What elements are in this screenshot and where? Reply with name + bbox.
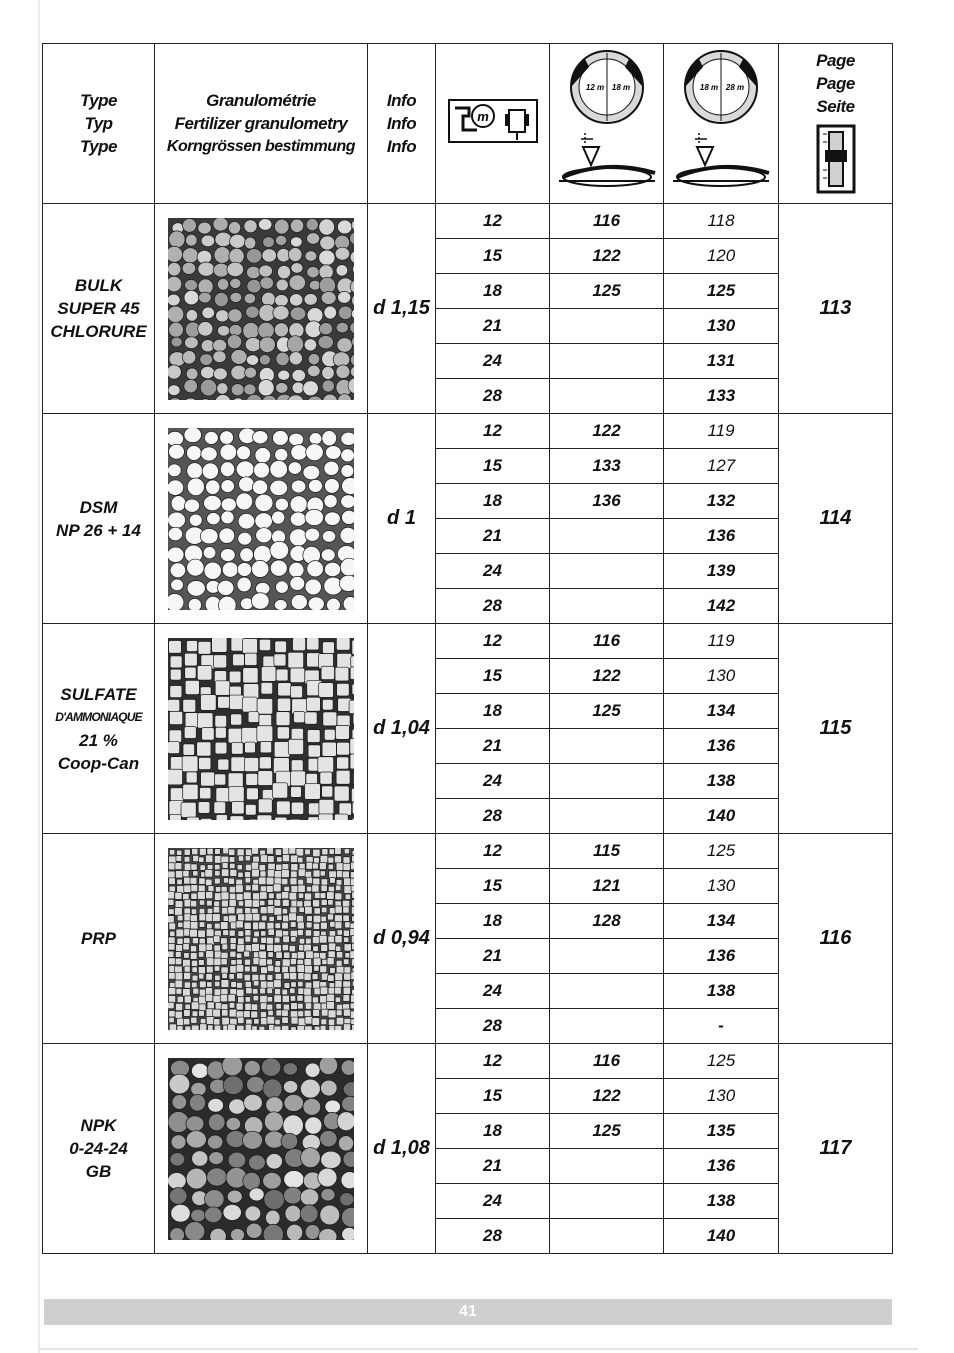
disc-12-18-setting: [550, 939, 664, 974]
density-info: d 0,94: [368, 834, 436, 1044]
disc-18-28-setting: 136: [664, 939, 779, 974]
disc-12-18-setting: [550, 379, 664, 414]
working-width: 18: [436, 904, 550, 939]
header-type: Type Typ Type: [43, 44, 155, 204]
disc-18-28-setting: 140: [664, 799, 779, 834]
disc-12-18-setting: [550, 344, 664, 379]
working-width: 12: [436, 834, 550, 869]
disc-12-18-setting: [550, 799, 664, 834]
working-width: 24: [436, 344, 550, 379]
fertilizer-type-line: 0-24-24: [69, 1139, 128, 1158]
granulometry-cell: [155, 204, 368, 414]
fertilizer-type-line: NPK: [80, 1116, 117, 1135]
granulometry-photo: [168, 428, 354, 610]
disc-12-18-setting: [550, 589, 664, 624]
fertilizer-type-line: SULFATE: [60, 684, 137, 704]
header-page: Page Page Seite: [779, 44, 893, 204]
working-width: 18: [436, 694, 550, 729]
granulometry-photo: [168, 1058, 354, 1240]
working-width: 15: [436, 1079, 550, 1114]
fertilizer-type-line: SUPER 45: [57, 299, 140, 318]
disc-18-28-setting: 130: [664, 309, 779, 344]
working-width: 18: [436, 1114, 550, 1149]
fertilizer-type: [43, 624, 155, 834]
disc-18-28-setting: -: [664, 1009, 779, 1044]
disc-12-18-setting: 122: [550, 659, 664, 694]
svg-text:12 m: 12 m: [585, 83, 604, 92]
disc-18-28-setting: 131: [664, 344, 779, 379]
table-row: [43, 414, 893, 449]
disc-12-18-setting: [550, 309, 664, 344]
table-row: [43, 834, 893, 869]
table-row: [43, 624, 893, 659]
fertilizer-type-line: GB: [85, 1162, 112, 1181]
disc-12-18-setting: 125: [550, 1114, 664, 1149]
disc-18-28-setting: 136: [664, 729, 779, 764]
granulometry-photo: [168, 218, 354, 400]
disc-18-28-setting: 119: [664, 414, 779, 449]
disc-18-28-setting: 125: [664, 274, 779, 309]
working-width: 28: [436, 589, 550, 624]
page-edge: [38, 0, 40, 1353]
disc-12-18-setting: [550, 1184, 664, 1219]
working-width: 18: [436, 274, 550, 309]
table-row: [43, 204, 893, 239]
working-width: 15: [436, 239, 550, 274]
working-width: 24: [436, 764, 550, 799]
disc-12-18-setting: 122: [550, 239, 664, 274]
disc-12-18-setting: [550, 729, 664, 764]
table-row: [43, 1044, 893, 1079]
disc-18-28-setting: 140: [664, 1219, 779, 1254]
fertilizer-type-line: BULK: [74, 276, 123, 295]
working-width: 21: [436, 1149, 550, 1184]
disc-18-28-setting: 125: [664, 834, 779, 869]
disc-18-28-setting: 134: [664, 904, 779, 939]
working-width: 24: [436, 974, 550, 1009]
working-width: 28: [436, 379, 550, 414]
page-reference: 114: [779, 414, 893, 624]
working-width: 28: [436, 799, 550, 834]
page-reference: 117: [779, 1044, 893, 1254]
svg-text:18 m: 18 m: [699, 83, 719, 92]
page-reference: 113: [779, 204, 893, 414]
working-width: 15: [436, 449, 550, 484]
working-width: 24: [436, 554, 550, 589]
granulometry-photo: [168, 848, 354, 1030]
density-info: d 1,04: [368, 624, 436, 834]
disc-12-18-setting: 121: [550, 869, 664, 904]
disc-18-28-setting: 135: [664, 1114, 779, 1149]
spread-disc-18-28-icon: [669, 47, 773, 195]
working-width: 21: [436, 519, 550, 554]
header-working-width: [436, 44, 550, 204]
tractor-speed-icon: [447, 96, 539, 146]
disc-12-18-setting: 116: [550, 1044, 664, 1079]
disc-18-28-setting: 118: [664, 204, 779, 239]
working-width: 24: [436, 1184, 550, 1219]
page-number: 41: [459, 1303, 477, 1320]
disc-12-18-setting: 133: [550, 449, 664, 484]
fertilizer-type: [43, 834, 155, 1044]
granulometry-cell: [155, 624, 368, 834]
density-info: d 1: [368, 414, 436, 624]
density-info: d 1,15: [368, 204, 436, 414]
svg-text:m: m: [476, 109, 489, 124]
disc-12-18-setting: [550, 1009, 664, 1044]
disc-12-18-setting: [550, 519, 664, 554]
disc-18-28-setting: 134: [664, 694, 779, 729]
header-row: [43, 44, 893, 204]
working-width: 12: [436, 624, 550, 659]
disc-18-28-setting: 138: [664, 764, 779, 799]
fertilizer-type: [43, 204, 155, 414]
spread-disc-12-18-icon: [555, 47, 659, 195]
svg-text:18 m: 18 m: [611, 83, 630, 92]
disc-18-28-setting: 138: [664, 1184, 779, 1219]
disc-18-28-setting: 142: [664, 589, 779, 624]
working-width: 15: [436, 869, 550, 904]
disc-12-18-setting: 125: [550, 274, 664, 309]
disc-18-28-setting: 130: [664, 659, 779, 694]
working-width: 12: [436, 414, 550, 449]
spreading-table: [42, 43, 893, 1254]
disc-12-18-setting: 125: [550, 694, 664, 729]
fertilizer-type-line: PRP: [81, 929, 116, 948]
working-width: 28: [436, 1219, 550, 1254]
disc-12-18-setting: 116: [550, 624, 664, 659]
page-number-footer: [44, 1299, 892, 1325]
fertilizer-type-line: DSM: [79, 497, 118, 517]
working-width: 21: [436, 309, 550, 344]
header-disc-12-18: [550, 44, 664, 204]
disc-18-28-setting: 120: [664, 239, 779, 274]
table-body: [43, 204, 893, 1254]
fertilizer-type: [43, 414, 155, 624]
header-granulometry: Granulométrie Fertilizer granulometry Korngrössen bestimmung: [155, 44, 368, 204]
fertilizer-type-line: CHLORURE: [50, 322, 147, 341]
disc-12-18-setting: 122: [550, 1079, 664, 1114]
granulometry-photo: [168, 638, 354, 820]
disc-12-18-setting: [550, 764, 664, 799]
disc-18-28-setting: 125: [664, 1044, 779, 1079]
disc-18-28-setting: 130: [664, 869, 779, 904]
page-edge-bottom: [38, 1348, 918, 1350]
disc-12-18-setting: [550, 1149, 664, 1184]
working-width: 18: [436, 484, 550, 519]
working-width: 21: [436, 939, 550, 974]
disc-12-18-setting: 116: [550, 204, 664, 239]
fertilizer-type-line: NP 26 + 14: [56, 520, 141, 540]
disc-12-18-setting: [550, 554, 664, 589]
disc-18-28-setting: 130: [664, 1079, 779, 1114]
fertilizer-type: [43, 1044, 155, 1254]
working-width: 28: [436, 1009, 550, 1044]
disc-18-28-setting: 127: [664, 449, 779, 484]
gauge-icon: [815, 124, 857, 194]
granulometry-cell: [155, 414, 368, 624]
disc-18-28-setting: 132: [664, 484, 779, 519]
disc-12-18-setting: 122: [550, 414, 664, 449]
disc-18-28-setting: 133: [664, 379, 779, 414]
header-info: Info Info Info: [368, 44, 436, 204]
disc-18-28-setting: 119: [664, 624, 779, 659]
disc-12-18-setting: 115: [550, 834, 664, 869]
disc-18-28-setting: 136: [664, 519, 779, 554]
page-reference: 115: [779, 624, 893, 834]
working-width: 15: [436, 659, 550, 694]
disc-18-28-setting: 136: [664, 1149, 779, 1184]
disc-12-18-setting: [550, 974, 664, 1009]
fertilizer-type-line: 21 %: [79, 730, 118, 750]
header-disc-18-28: [664, 44, 779, 204]
working-width: 21: [436, 729, 550, 764]
disc-12-18-setting: 136: [550, 484, 664, 519]
density-info: d 1,08: [368, 1044, 436, 1254]
svg-text:28 m: 28 m: [725, 83, 745, 92]
disc-12-18-setting: 128: [550, 904, 664, 939]
working-width: 12: [436, 1044, 550, 1079]
page-reference: 116: [779, 834, 893, 1044]
disc-18-28-setting: 139: [664, 554, 779, 589]
granulometry-cell: [155, 834, 368, 1044]
fertilizer-type-line: Coop-Can: [57, 753, 140, 773]
fertilizer-type-line: D'AMMONIAQUE: [55, 709, 142, 724]
granulometry-cell: [155, 1044, 368, 1254]
working-width: 12: [436, 204, 550, 239]
disc-12-18-setting: [550, 1219, 664, 1254]
disc-18-28-setting: 138: [664, 974, 779, 1009]
